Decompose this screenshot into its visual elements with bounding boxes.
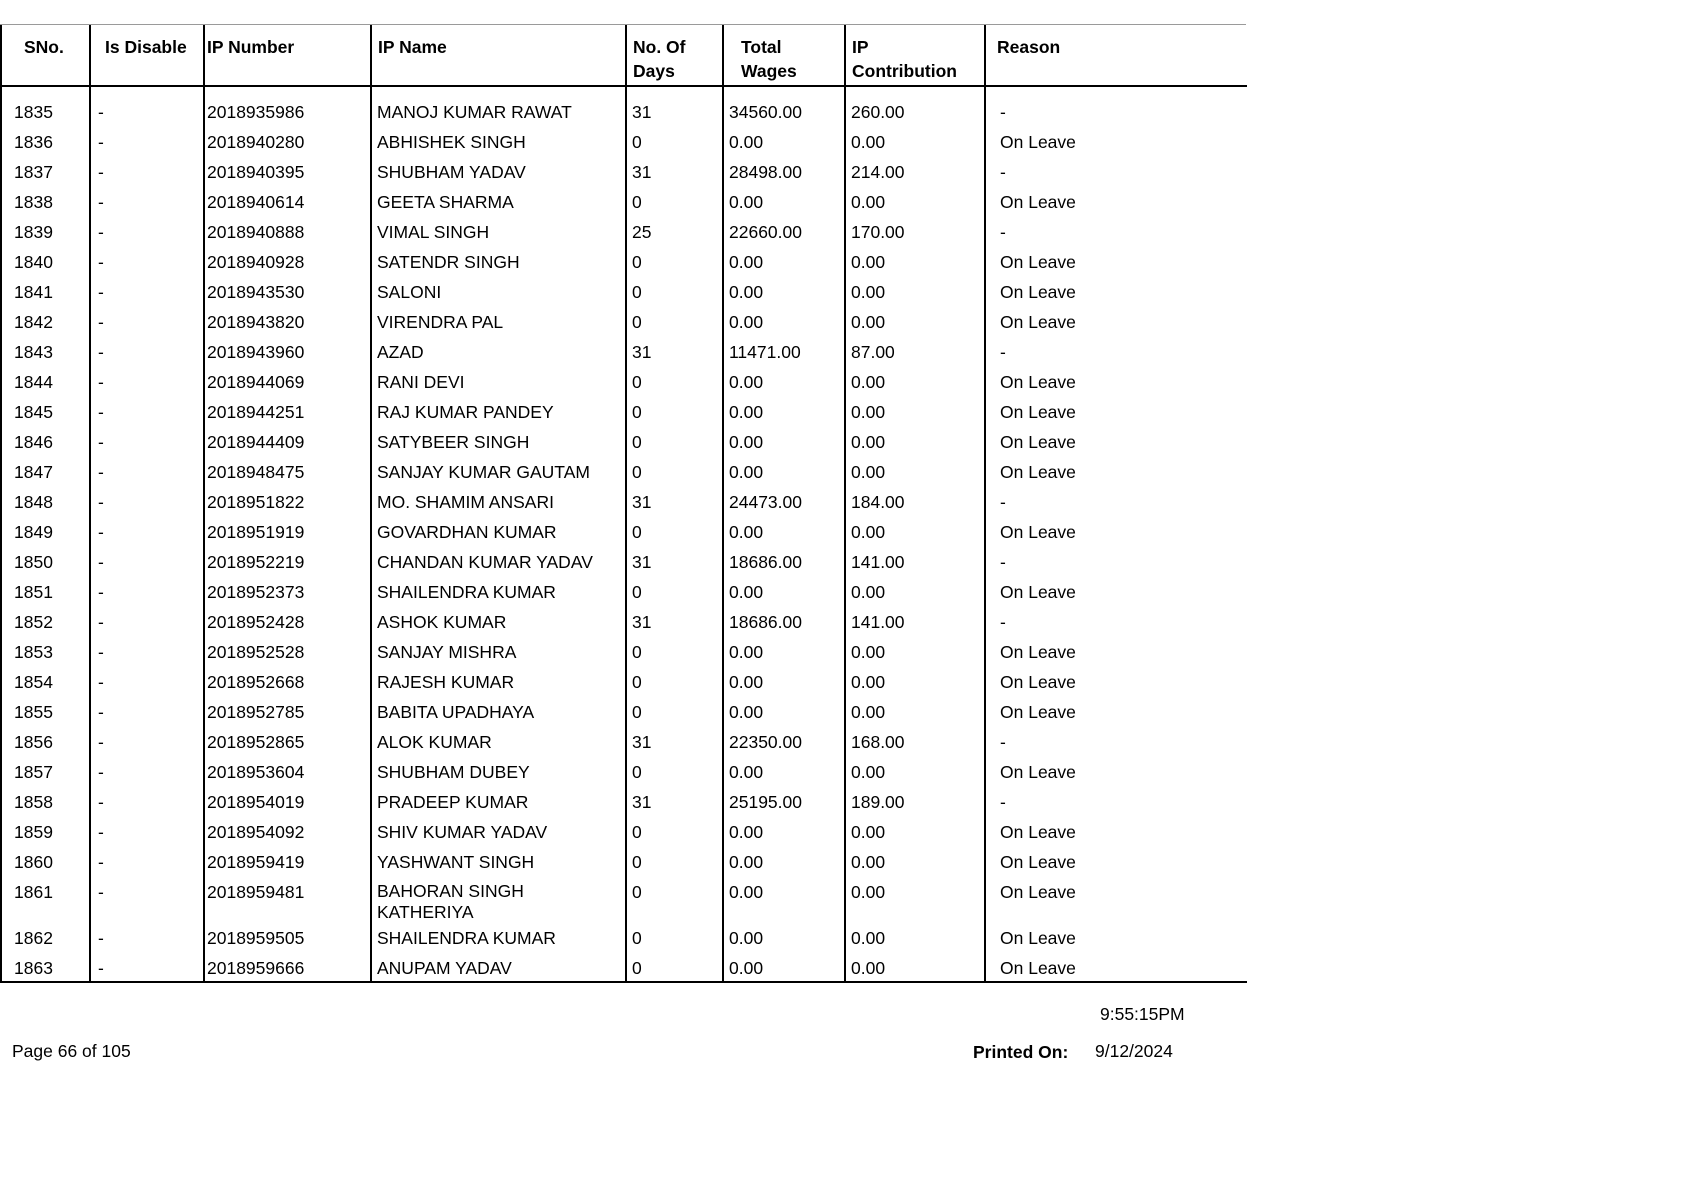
header-ip-number: IP Number (204, 25, 371, 86)
row-ip-name: SATENDR SINGH (371, 247, 626, 277)
row-sno: 1839 (1, 217, 90, 247)
row-reason: On Leave (985, 953, 1247, 982)
row-ip-contribution: 0.00 (845, 127, 985, 157)
row-ip-name: SANJAY KUMAR GAUTAM (371, 457, 626, 487)
row-ip-contribution: 0.00 (845, 923, 985, 953)
row-sno: 1849 (1, 517, 90, 547)
table-row (1, 97, 1247, 127)
row-reason: On Leave (985, 127, 1247, 157)
row-ip-name: BABITA UPADHAYA (371, 697, 626, 727)
row-ip-name: SATYBEER SINGH (371, 427, 626, 457)
row-ip-contribution: 0.00 (845, 877, 985, 923)
row-days: 0 (626, 517, 723, 547)
row-days: 31 (626, 97, 723, 127)
row-is-disable: - (90, 127, 204, 157)
row-reason: On Leave (985, 307, 1247, 337)
row-total-wages: 22350.00 (723, 727, 845, 757)
row-sno: 1840 (1, 247, 90, 277)
row-ip-name: SALONI (371, 277, 626, 307)
row-days: 25 (626, 217, 723, 247)
row-reason: On Leave (985, 517, 1247, 547)
table-body (1, 86, 1247, 982)
row-total-wages: 0.00 (723, 397, 845, 427)
row-ip-contribution: 0.00 (845, 637, 985, 667)
row-total-wages: 0.00 (723, 577, 845, 607)
row-is-disable: - (90, 607, 204, 637)
row-ip-contribution: 184.00 (845, 487, 985, 517)
row-total-wages: 11471.00 (723, 337, 845, 367)
row-total-wages: 0.00 (723, 877, 845, 923)
row-reason: - (985, 607, 1247, 637)
row-total-wages: 18686.00 (723, 607, 845, 637)
row-total-wages: 0.00 (723, 667, 845, 697)
row-ip-name: CHANDAN KUMAR YADAV (371, 547, 626, 577)
row-days: 31 (626, 487, 723, 517)
row-ip-number: 2018948475 (204, 457, 371, 487)
row-ip-name: GEETA SHARMA (371, 187, 626, 217)
row-sno: 1859 (1, 817, 90, 847)
row-total-wages: 34560.00 (723, 97, 845, 127)
row-days: 0 (626, 427, 723, 457)
row-ip-name: BAHORAN SINGH KATHERIYA (371, 877, 626, 923)
row-sno: 1850 (1, 547, 90, 577)
row-days: 0 (626, 397, 723, 427)
table-row (1, 607, 1247, 637)
row-days: 0 (626, 187, 723, 217)
row-ip-contribution: 0.00 (845, 667, 985, 697)
header-contribution-line2: Contribution (852, 61, 957, 81)
row-is-disable: - (90, 577, 204, 607)
row-total-wages: 0.00 (723, 427, 845, 457)
row-reason: On Leave (985, 277, 1247, 307)
row-ip-number: 2018940928 (204, 247, 371, 277)
row-ip-number: 2018952219 (204, 547, 371, 577)
row-sno: 1842 (1, 307, 90, 337)
row-ip-name: ALOK KUMAR (371, 727, 626, 757)
row-days: 0 (626, 307, 723, 337)
row-ip-contribution: 0.00 (845, 953, 985, 982)
row-total-wages: 0.00 (723, 847, 845, 877)
row-ip-contribution: 141.00 (845, 547, 985, 577)
header-spacer-row (1, 86, 1247, 97)
row-days: 31 (626, 337, 723, 367)
row-total-wages: 25195.00 (723, 787, 845, 817)
row-ip-number: 2018952785 (204, 697, 371, 727)
table-row (1, 787, 1247, 817)
row-reason: On Leave (985, 427, 1247, 457)
table-row (1, 127, 1247, 157)
table-row (1, 547, 1247, 577)
row-ip-number: 2018952668 (204, 667, 371, 697)
row-reason: On Leave (985, 577, 1247, 607)
row-reason: On Leave (985, 247, 1247, 277)
header-days-line2: Days (633, 61, 675, 81)
row-ip-contribution: 0.00 (845, 277, 985, 307)
row-sno: 1837 (1, 157, 90, 187)
row-sno: 1847 (1, 457, 90, 487)
row-ip-contribution: 0.00 (845, 307, 985, 337)
row-ip-name: SHAILENDRA KUMAR (371, 577, 626, 607)
row-days: 31 (626, 727, 723, 757)
row-ip-contribution: 0.00 (845, 577, 985, 607)
row-days: 0 (626, 757, 723, 787)
row-ip-number: 2018943960 (204, 337, 371, 367)
row-days: 0 (626, 247, 723, 277)
row-days: 31 (626, 547, 723, 577)
table-row (1, 727, 1247, 757)
row-sno: 1835 (1, 97, 90, 127)
row-days: 0 (626, 847, 723, 877)
row-total-wages: 0.00 (723, 187, 845, 217)
table-row (1, 517, 1247, 547)
row-sno: 1853 (1, 637, 90, 667)
row-is-disable: - (90, 667, 204, 697)
row-is-disable: - (90, 367, 204, 397)
row-is-disable: - (90, 157, 204, 187)
row-ip-contribution: 141.00 (845, 607, 985, 637)
table-row (1, 397, 1247, 427)
row-total-wages: 0.00 (723, 637, 845, 667)
header-reason: Reason (985, 25, 1247, 86)
row-sno: 1852 (1, 607, 90, 637)
table-header-row (1, 25, 1247, 86)
row-is-disable: - (90, 847, 204, 877)
row-total-wages: 22660.00 (723, 217, 845, 247)
row-days: 31 (626, 787, 723, 817)
row-ip-name: YASHWANT SINGH (371, 847, 626, 877)
table-row (1, 337, 1247, 367)
row-is-disable: - (90, 187, 204, 217)
row-reason: On Leave (985, 697, 1247, 727)
row-sno: 1845 (1, 397, 90, 427)
row-ip-contribution: 0.00 (845, 397, 985, 427)
table-row (1, 367, 1247, 397)
row-days: 0 (626, 667, 723, 697)
row-ip-name: RAJ KUMAR PANDEY (371, 397, 626, 427)
row-ip-name: ASHOK KUMAR (371, 607, 626, 637)
row-reason: - (985, 157, 1247, 187)
table-row (1, 697, 1247, 727)
row-ip-name: RANI DEVI (371, 367, 626, 397)
row-ip-number: 2018951822 (204, 487, 371, 517)
row-sno: 1860 (1, 847, 90, 877)
row-is-disable: - (90, 517, 204, 547)
row-ip-number: 2018951919 (204, 517, 371, 547)
row-days: 0 (626, 367, 723, 397)
row-sno: 1844 (1, 367, 90, 397)
row-ip-number: 2018940888 (204, 217, 371, 247)
header-ip-name: IP Name (371, 25, 626, 86)
row-total-wages: 0.00 (723, 757, 845, 787)
table-row (1, 247, 1247, 277)
table-row (1, 637, 1247, 667)
row-ip-contribution: 0.00 (845, 697, 985, 727)
row-ip-number: 2018954019 (204, 787, 371, 817)
row-ip-name: SANJAY MISHRA (371, 637, 626, 667)
row-is-disable: - (90, 637, 204, 667)
table-row (1, 187, 1247, 217)
row-reason: - (985, 97, 1247, 127)
row-ip-contribution: 189.00 (845, 787, 985, 817)
row-ip-number: 2018944251 (204, 397, 371, 427)
table-row (1, 817, 1247, 847)
header-days (626, 25, 723, 86)
row-ip-name: RAJESH KUMAR (371, 667, 626, 697)
row-ip-number: 2018959481 (204, 877, 371, 923)
row-reason: - (985, 487, 1247, 517)
row-is-disable: - (90, 337, 204, 367)
row-reason: On Leave (985, 817, 1247, 847)
row-ip-name: MO. SHAMIM ANSARI (371, 487, 626, 517)
row-days: 0 (626, 923, 723, 953)
row-ip-number: 2018959505 (204, 923, 371, 953)
row-reason: On Leave (985, 457, 1247, 487)
row-is-disable: - (90, 97, 204, 127)
row-is-disable: - (90, 217, 204, 247)
row-ip-name: MANOJ KUMAR RAWAT (371, 97, 626, 127)
row-ip-name: SHIV KUMAR YADAV (371, 817, 626, 847)
row-ip-number: 2018943820 (204, 307, 371, 337)
row-ip-name: PRADEEP KUMAR (371, 787, 626, 817)
row-days: 0 (626, 877, 723, 923)
table-row (1, 577, 1247, 607)
printed-on-label: Printed On: (973, 1042, 1069, 1062)
row-ip-name: SHAILENDRA KUMAR (371, 923, 626, 953)
row-total-wages: 0.00 (723, 277, 845, 307)
table-row (1, 923, 1247, 953)
row-ip-name: AZAD (371, 337, 626, 367)
row-is-disable: - (90, 697, 204, 727)
row-ip-name: VIRENDRA PAL (371, 307, 626, 337)
row-ip-name: SHUBHAM DUBEY (371, 757, 626, 787)
table-row (1, 427, 1247, 457)
row-sno: 1843 (1, 337, 90, 367)
row-ip-contribution: 214.00 (845, 157, 985, 187)
row-ip-contribution: 87.00 (845, 337, 985, 367)
header-wages-line1: Total (741, 37, 782, 57)
row-is-disable: - (90, 547, 204, 577)
row-is-disable: - (90, 953, 204, 982)
row-ip-contribution: 0.00 (845, 847, 985, 877)
print-time: 9:55:15PM (1100, 1004, 1185, 1024)
row-ip-number: 2018952373 (204, 577, 371, 607)
row-ip-number: 2018940614 (204, 187, 371, 217)
row-total-wages: 28498.00 (723, 157, 845, 187)
table-row (1, 277, 1247, 307)
row-reason: On Leave (985, 367, 1247, 397)
row-is-disable: - (90, 427, 204, 457)
row-days: 31 (626, 157, 723, 187)
row-total-wages: 0.00 (723, 817, 845, 847)
row-reason: On Leave (985, 877, 1247, 923)
row-days: 0 (626, 637, 723, 667)
row-is-disable: - (90, 277, 204, 307)
row-ip-contribution: 168.00 (845, 727, 985, 757)
row-ip-name: GOVARDHAN KUMAR (371, 517, 626, 547)
row-is-disable: - (90, 817, 204, 847)
row-sno: 1854 (1, 667, 90, 697)
row-sno: 1856 (1, 727, 90, 757)
row-ip-number: 2018940395 (204, 157, 371, 187)
row-days: 0 (626, 577, 723, 607)
row-total-wages: 0.00 (723, 247, 845, 277)
row-ip-contribution: 0.00 (845, 817, 985, 847)
row-reason: - (985, 727, 1247, 757)
table-row (1, 953, 1247, 982)
row-reason: On Leave (985, 637, 1247, 667)
row-days: 0 (626, 817, 723, 847)
row-ip-number: 2018953604 (204, 757, 371, 787)
row-sno: 1851 (1, 577, 90, 607)
contribution-table (0, 25, 1247, 983)
row-total-wages: 0.00 (723, 923, 845, 953)
row-is-disable: - (90, 307, 204, 337)
row-is-disable: - (90, 877, 204, 923)
table-row (1, 877, 1247, 923)
row-days: 0 (626, 457, 723, 487)
row-is-disable: - (90, 457, 204, 487)
table-row (1, 847, 1247, 877)
row-ip-name: ANUPAM YADAV (371, 953, 626, 982)
row-reason: - (985, 337, 1247, 367)
table-row (1, 487, 1247, 517)
row-days: 31 (626, 607, 723, 637)
header-sno: SNo. (1, 25, 90, 86)
row-sno: 1857 (1, 757, 90, 787)
row-reason: On Leave (985, 847, 1247, 877)
row-ip-number: 2018952428 (204, 607, 371, 637)
row-is-disable: - (90, 727, 204, 757)
row-ip-number: 2018943530 (204, 277, 371, 307)
row-sno: 1861 (1, 877, 90, 923)
row-sno: 1855 (1, 697, 90, 727)
row-total-wages: 24473.00 (723, 487, 845, 517)
row-ip-number: 2018944069 (204, 367, 371, 397)
row-reason: On Leave (985, 667, 1247, 697)
row-ip-number: 2018954092 (204, 817, 371, 847)
row-days: 0 (626, 127, 723, 157)
row-sno: 1863 (1, 953, 90, 982)
row-is-disable: - (90, 787, 204, 817)
row-days: 0 (626, 697, 723, 727)
table-row (1, 757, 1247, 787)
row-ip-contribution: 0.00 (845, 427, 985, 457)
table-row (1, 157, 1247, 187)
row-ip-contribution: 0.00 (845, 517, 985, 547)
header-is-disable: Is Disable (90, 25, 204, 86)
row-sno: 1846 (1, 427, 90, 457)
row-total-wages: 0.00 (723, 367, 845, 397)
row-ip-name: SHUBHAM YADAV (371, 157, 626, 187)
header-wages-line2: Wages (741, 61, 797, 81)
table-row (1, 217, 1247, 247)
row-ip-number: 2018944409 (204, 427, 371, 457)
header-contribution-line1: IP (852, 37, 869, 57)
row-reason: - (985, 217, 1247, 247)
row-total-wages: 0.00 (723, 953, 845, 982)
row-ip-name: ABHISHEK SINGH (371, 127, 626, 157)
row-ip-contribution: 0.00 (845, 457, 985, 487)
table-row (1, 457, 1247, 487)
row-ip-number: 2018952528 (204, 637, 371, 667)
header-days-line1: No. Of (633, 37, 686, 57)
header-contribution (845, 25, 985, 86)
row-ip-contribution: 170.00 (845, 217, 985, 247)
header-wages (723, 25, 845, 86)
row-is-disable: - (90, 487, 204, 517)
row-reason: - (985, 787, 1247, 817)
row-reason: On Leave (985, 757, 1247, 787)
row-total-wages: 18686.00 (723, 547, 845, 577)
row-sno: 1838 (1, 187, 90, 217)
row-ip-contribution: 260.00 (845, 97, 985, 127)
row-is-disable: - (90, 923, 204, 953)
row-sno: 1848 (1, 487, 90, 517)
row-total-wages: 0.00 (723, 457, 845, 487)
row-ip-number: 2018940280 (204, 127, 371, 157)
row-sno: 1836 (1, 127, 90, 157)
row-ip-number: 2018935986 (204, 97, 371, 127)
row-reason: On Leave (985, 397, 1247, 427)
row-ip-number: 2018959666 (204, 953, 371, 982)
printed-on-date: 9/12/2024 (1095, 1041, 1173, 1061)
row-days: 0 (626, 953, 723, 982)
row-ip-contribution: 0.00 (845, 757, 985, 787)
row-sno: 1858 (1, 787, 90, 817)
page-indicator: Page 66 of 105 (12, 1041, 131, 1061)
row-ip-contribution: 0.00 (845, 187, 985, 217)
row-days: 0 (626, 277, 723, 307)
row-total-wages: 0.00 (723, 517, 845, 547)
row-sno: 1841 (1, 277, 90, 307)
row-ip-contribution: 0.00 (845, 247, 985, 277)
row-ip-number: 2018959419 (204, 847, 371, 877)
row-total-wages: 0.00 (723, 697, 845, 727)
row-reason: - (985, 547, 1247, 577)
row-is-disable: - (90, 247, 204, 277)
row-ip-number: 2018952865 (204, 727, 371, 757)
row-total-wages: 0.00 (723, 127, 845, 157)
table-row (1, 667, 1247, 697)
row-reason: On Leave (985, 187, 1247, 217)
row-is-disable: - (90, 757, 204, 787)
row-total-wages: 0.00 (723, 307, 845, 337)
row-is-disable: - (90, 397, 204, 427)
row-ip-name: VIMAL SINGH (371, 217, 626, 247)
row-ip-contribution: 0.00 (845, 367, 985, 397)
row-sno: 1862 (1, 923, 90, 953)
row-reason: On Leave (985, 923, 1247, 953)
table-row (1, 307, 1247, 337)
